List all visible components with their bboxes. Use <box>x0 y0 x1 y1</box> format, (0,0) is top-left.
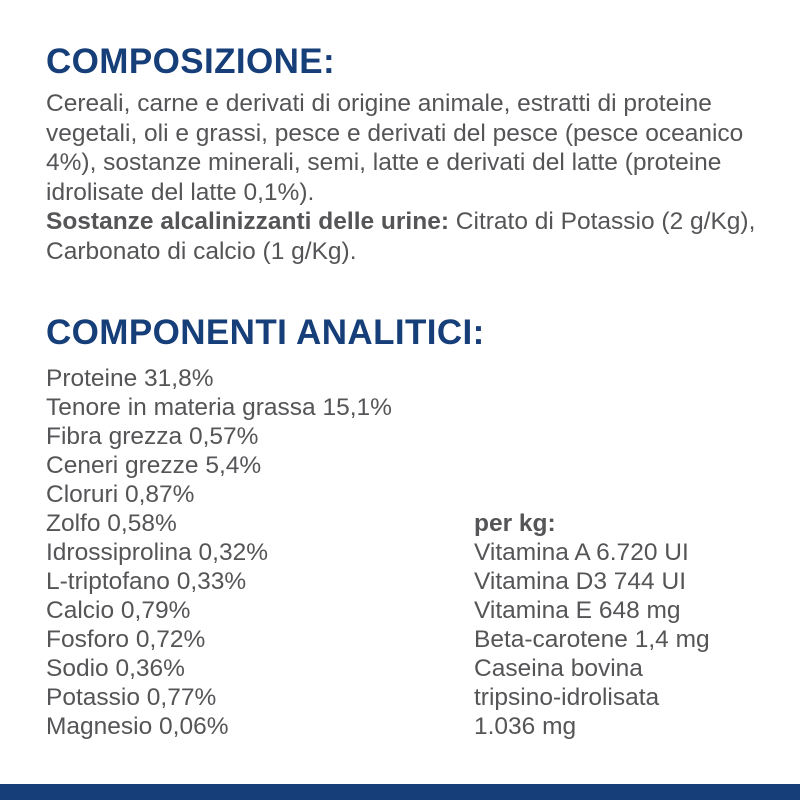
per-kg-item: 1.036 mg <box>474 713 577 740</box>
analytical-item: Magnesio 0,06% <box>46 713 229 740</box>
per-kg-item: tripsino-idrolisata <box>474 684 660 711</box>
analytical-list <box>46 364 392 741</box>
per-kg-label: per kg: <box>474 510 556 537</box>
composition-heading: COMPOSIZIONE: <box>46 42 336 81</box>
alkalizing-label: Sostanze alcalinizzanti delle urine: <box>46 208 449 235</box>
per-kg-item: Caseina bovina <box>474 655 643 682</box>
analytical-item: Fibra grezza 0,57% <box>46 423 259 450</box>
per-kg-item: Vitamina E 648 mg <box>474 597 681 624</box>
per-kg-item: Vitamina D3 744 UI <box>474 568 686 595</box>
analytical-item: Sodio 0,36% <box>46 655 185 682</box>
analytical-item: Idrossiprolina 0,32% <box>46 539 268 566</box>
analytical-item: Cloruri 0,87% <box>46 481 195 508</box>
analytical-item: L-triptofano 0,33% <box>46 568 247 595</box>
footer-bar <box>0 784 800 800</box>
analytical-item: Fosforo 0,72% <box>46 626 206 653</box>
analytical-item: Tenore in materia grassa 15,1% <box>46 394 392 421</box>
analytical-item: Proteine 31,8% <box>46 365 214 392</box>
per-kg-list <box>474 509 710 741</box>
per-kg-item: Beta-carotene 1,4 mg <box>474 626 710 653</box>
alkalizing-text: Citrato di Potassio (2 g/Kg), Carbonato di calcio (1 g/Kg). <box>46 208 756 265</box>
analytical-item: Calcio 0,79% <box>46 597 191 624</box>
per-kg-item: Vitamina A 6.720 UI <box>474 539 689 566</box>
analytical-heading: COMPONENTI ANALITICI: <box>46 313 485 352</box>
analytical-item: Potassio 0,77% <box>46 684 217 711</box>
composition-text-block <box>46 89 766 266</box>
composition-text: Cereali, carne e derivati di origine animale, estratti di proteine vegetali, oli e grassi, pesce e derivati del pesce (pesce oceanico 4%), sostanze minerali, semi, latte e derivati del latte (proteine idrolisate del latte 0,1%). <box>46 90 744 206</box>
analytical-item: Ceneri grezze 5,4% <box>46 452 262 479</box>
analytical-item: Zolfo 0,58% <box>46 510 177 537</box>
